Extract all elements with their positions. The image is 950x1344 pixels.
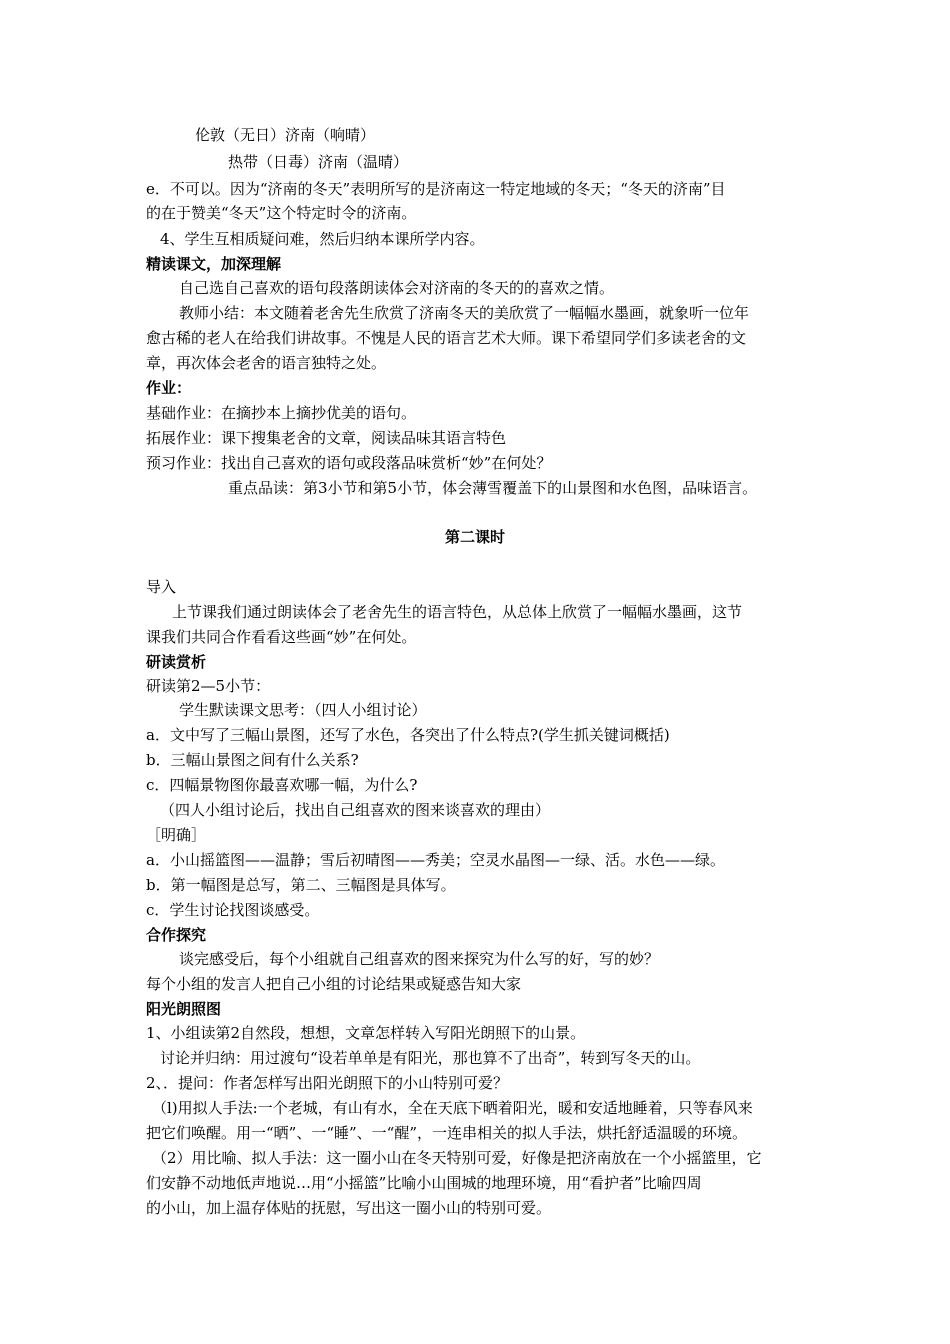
text-line: 伦敦（无日）济南（响晴） <box>195 126 376 144</box>
text-line: 每个小组的发言人把自己小组的讨论结果或疑惑告知大家 <box>146 975 522 993</box>
text-line: a．小山摇篮图——温静；雪后初晴图——秀美；空灵水晶图—一绿、活。水色——绿。 <box>146 851 725 869</box>
text-line: 的在于赞美“冬天”这个特定时令的济南。 <box>146 204 417 222</box>
text-line: b．三幅山景图之间有什么关系? <box>146 751 359 769</box>
text-line: c．四幅景物图你最喜欢哪一幅，为什么? <box>146 776 418 794</box>
text-line: 的小山，加上温存体贴的抚慰，写出这一圈小山的特别可爱。 <box>146 1199 552 1217</box>
text-line: （2）用比喻、拟人手法：这一圈小山在冬天特别可爱，好像是把济南放在一个小摇篮里，它 <box>152 1149 762 1167</box>
text-line: 预习作业：找出自己喜欢的语句或段落品味赏析“妙”在何处？ <box>146 454 552 472</box>
text-line: 4、学生互相质疑问难，然后归纳本课所学内容。 <box>160 230 485 248</box>
text-line: 谈完感受后，每个小组就自己组喜欢的图来探究为什么写的好，写的妙？ <box>179 950 660 968</box>
section-heading: 阳光朗照图 <box>146 1000 222 1018</box>
text-line: e．不可以。因为“济南的冬天”表明所写的是济南这一特定地域的冬天；“冬天的济南”目 <box>146 180 726 198</box>
text-line: 热带（日毒）济南（温晴） <box>228 153 409 171</box>
text-line: 愈古稀的老人在给我们讲故事。不愧是人民的语言艺术大师。课下希望同学们多读老舍的文 <box>146 329 747 347</box>
text-line: b．第一幅图是总写，第二、三幅图是具体写。 <box>146 876 456 894</box>
text-line: 重点品读：第3小节和第5小节，体会薄雪覆盖下的山景图和水色图，品味语言。 <box>228 479 758 497</box>
text-line: 把它们唤醒。用一“晒”、一“睡”、一“醒”，一连串相关的拟人手法，烘托舒适温暖的环境。 <box>146 1124 748 1142</box>
text-line: 章，再次体会老舍的语言独特之处。 <box>146 354 387 372</box>
text-line: 自己选自己喜欢的语句段落朗读体会对济南的冬天的的喜欢之情。 <box>179 279 615 297</box>
text-line: （l)用拟人手法:一个老城，有山有水，全在天底下晒着阳光，暖和安适地睡着，只等春风来 <box>152 1099 753 1117</box>
section-heading: 作业： <box>146 379 192 397</box>
text-line: 拓展作业：课下搜集老舍的文章，阅读品味其语言特色 <box>146 429 507 447</box>
text-line: 导入 <box>146 578 177 596</box>
text-line: 课我们共同合作看看这些画“妙”在何处。 <box>146 628 417 646</box>
text-line: 教师小结：本文随着老舍先生欣赏了济南冬天的美欣赏了一幅幅水墨画，就象听一位年 <box>179 304 750 322</box>
text-line: 讨论并归纳：用过渡句“设若单单是有阳光，那也算不了出奇”，转到写冬天的山。 <box>160 1049 701 1067</box>
text-line: c．学生讨论找图谈感受。 <box>146 901 320 919</box>
text-line: ［明确］ <box>146 826 207 844</box>
text-line: 上节课我们通过朗读体会了老舍先生的语言特色，从总体上欣赏了一幅幅水墨画，这节 <box>172 603 743 621</box>
text-line: a．文中写了三幅山景图，还写了水色，各突出了什么特点?(学生抓关键词概括) <box>146 726 670 744</box>
section-heading: 合作探究 <box>146 926 207 944</box>
text-line: 研读第2—5小节： <box>146 677 271 695</box>
text-line: 基础作业：在摘抄本上摘抄优美的语句。 <box>146 404 417 422</box>
text-line: 2、．提问：作者怎样写出阳光朗照下的小山特别可爱？ <box>146 1074 509 1092</box>
text-line: 1、小组读第2自然段，想想，文章怎样转入写阳光朗照下的山景。 <box>146 1024 586 1042</box>
section-heading: 研读赏析 <box>146 653 207 671</box>
text-line: （四人小组讨论后，找出自己组喜欢的图来谈喜欢的理由） <box>160 801 551 819</box>
text-line: 学生默读课文思考：（四人小组讨论） <box>179 701 427 719</box>
text-line: 们安静不动地低声地说…用“小摇篮”比喻小山围城的地理环境，用“看护者”比喻四周 <box>146 1174 702 1192</box>
lesson-title: 第二课时 <box>444 528 505 546</box>
section-heading: 精读课文，加深理解 <box>146 255 282 273</box>
